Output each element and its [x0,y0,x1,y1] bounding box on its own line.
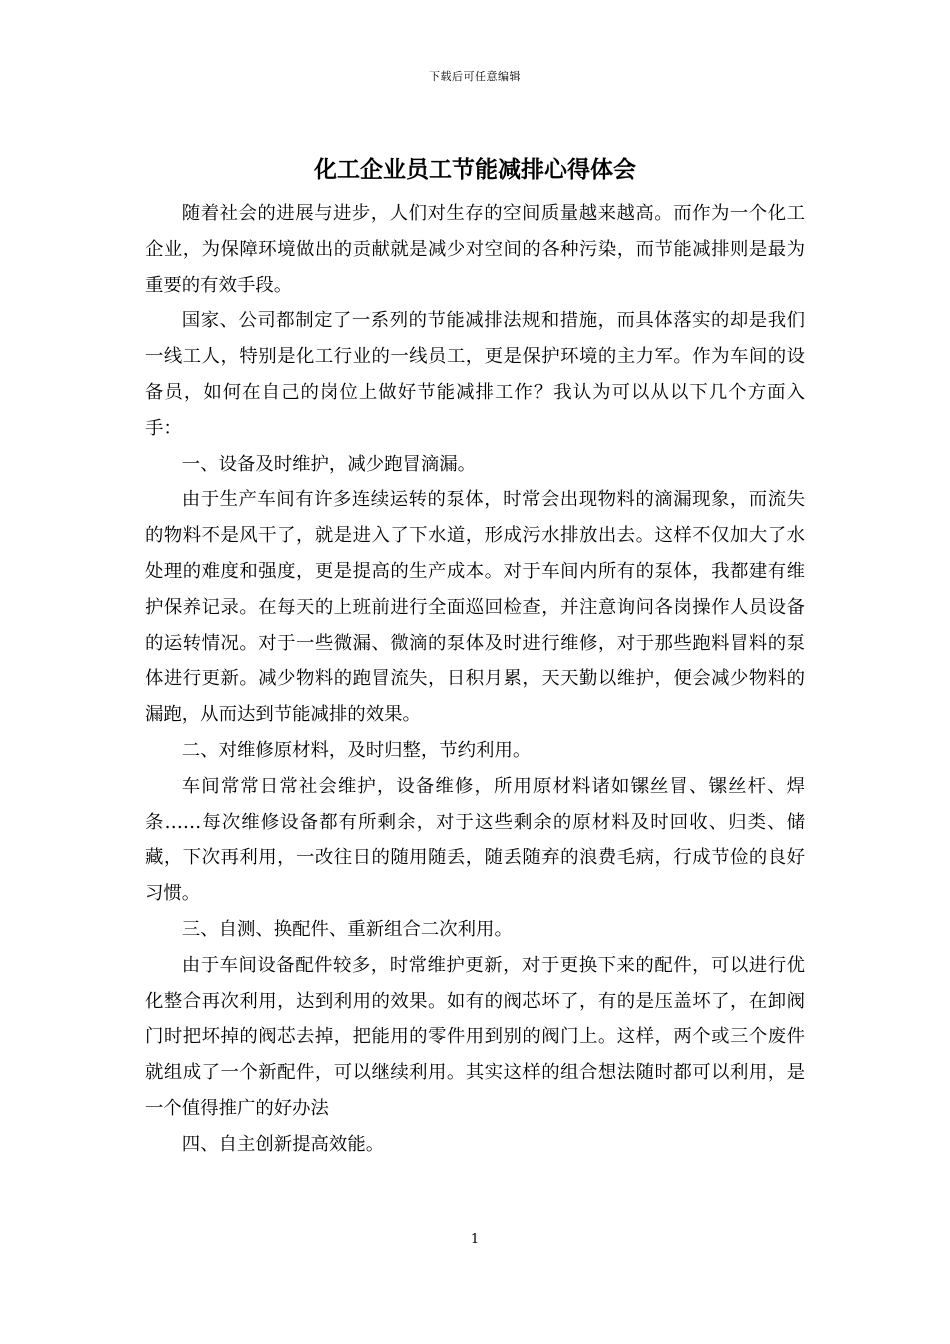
section-heading-1: 一、设备及时维护，减少跑冒滴漏。 [181,453,477,475]
paragraph-section-1: 由于生产车间有许多连续运转的泵体，时常会出现物料的滴漏现象，而流失的物料不是风干了，就是进入了下水道，形成污水排放出去。这样不仅加大了水处理的难度和强度，更是提高的生产成本。对于车间内所有的泵体，我都建有维护保养记录。在每天的上班前进行全面巡回检查，并注意询问各岗操作人员设备的运转情况。对于一些微漏、微滴的泵体及时进行维修，对于那些跑料冒料的泵体进行更新。减少物料的跑冒流失，日积月累，天天勤以维护，便会减少物料的漏跑，从而达到节能减排的效果。 [145,489,805,726]
header-note: 下载后可任意编辑 [429,70,521,83]
paragraph-intro: 随着社会的进展与进步，人们对生存的空间质量越来越高。而作为一个化工企业，为保障环境做出的贡献就是减少对空间的各种污染，而节能减排则是最为重要的有效手段。 [145,203,805,296]
section-heading-2: 二、对维修原材料，及时归整，节约利用。 [181,739,532,761]
paragraph-section-3: 由于车间设备配件较多，时常维护更新，对于更换下来的配件，可以进行优化整合再次利用，达到利用的效果。如有的阀芯坏了，有的是压盖坏了，在卸阀门时把坏掉的阀芯去掉，把能用的零件用到别的阀门上。这样，两个或三个废件就组成了一个新配件，可以继续利用。其实这样的组合想法随时都可以利用，是一个值得推广的好办法 [145,954,805,1119]
section-heading-4: 四、自主创新提高效能。 [181,1133,385,1155]
paragraph-context: 国家、公司都制定了一系列的节能减排法规和措施，而具体落实的却是我们一线工人，特别是化工行业的一线员工，更是保护环境的主力军。作为车间的设备员，如何在自己的岗位上做好节能减排工作？我认为可以从以下几个方面入手： [145,310,805,439]
paragraph-section-2: 车间常常日常社会维护，设备维修，所用原材料诸如镙丝冒、镙丝杆、焊条……每次维修设备都有所剩余，对于这些剩余的原材料及时回收、归类、储藏，下次再利用，一改往日的随用随丢，随丢随弃的浪费毛病，行成节俭的良好习惯。 [145,775,805,905]
document-body [145,196,805,1163]
page-number: 1 [470,1232,480,1247]
document-title: 化工企业员工节能减排心得体会 [314,156,636,183]
section-heading-3: 三、自测、换配件、重新组合二次利用。 [181,918,513,940]
